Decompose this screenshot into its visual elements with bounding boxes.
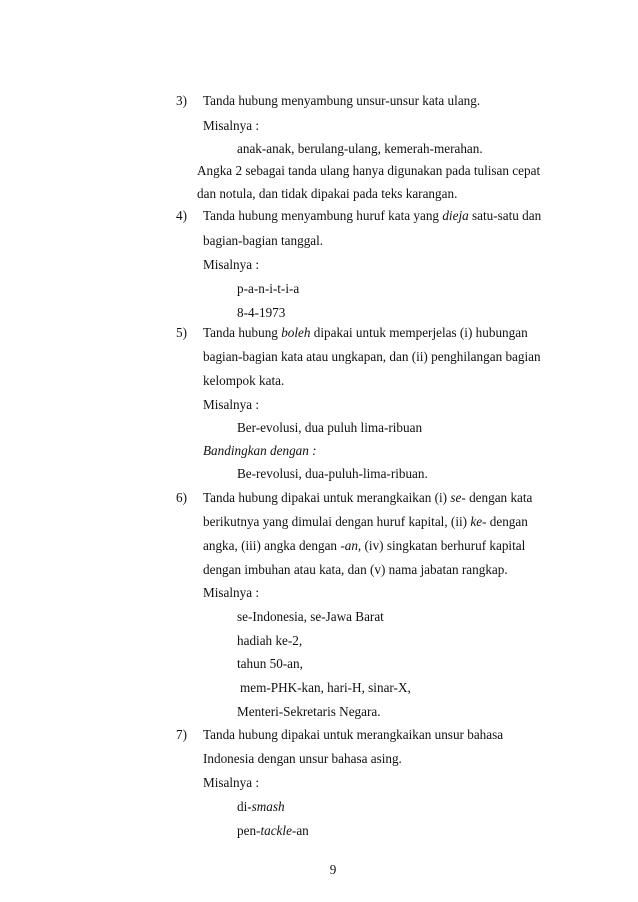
item-6-line-3: angka, (iii) angka dengan -an, (iv) singkatan berhuruf kapital: [203, 538, 526, 553]
item-7-example-2: pen-tackle-an: [237, 823, 309, 838]
item-4-number: 4): [176, 208, 187, 223]
item-6-line-1: Tanda hubung dipakai untuk merangkaikan (i) se- dengan kata: [203, 490, 533, 505]
item-6-example-1: se-Indonesia, se-Jawa Barat: [237, 609, 384, 624]
item-6-example-3: tahun 50-an,: [237, 656, 303, 671]
item-3-example-label: Misalnya :: [203, 118, 260, 133]
item-5-line-3: kelompok kata.: [203, 373, 285, 388]
item-5-example-1: Ber-evolusi, dua puluh lima-ribuan: [237, 420, 423, 435]
item-6-line-2: berikutnya yang dimulai dengan huruf kapital, (ii) ke- dengan: [203, 514, 528, 529]
item-4-line-2: bagian-bagian tanggal.: [203, 233, 324, 248]
item-5-example-label: Misalnya :: [203, 397, 260, 412]
item-3-number: 3): [176, 93, 187, 108]
item-3-example-1: anak-anak, berulang-ulang, kemerah-merahan.: [237, 141, 483, 156]
item-6-number: 6): [176, 490, 187, 505]
item-7-line-2: Indonesia dengan unsur bahasa asing.: [203, 751, 402, 766]
item-4-example-label: Misalnya :: [203, 257, 260, 272]
item-5-compare-label: Bandingkan dengan :: [203, 443, 317, 458]
item-7-example-label: Misalnya :: [203, 775, 260, 790]
item-6-line-4: dengan imbuhan atau kata, dan (v) nama jabatan rangkap.: [203, 562, 508, 577]
item-5-number: 5): [176, 325, 187, 340]
item-6-example-2: hadiah ke-2,: [237, 633, 303, 648]
item-5-example-2: Be-revolusi, dua-puluh-lima-ribuan.: [237, 466, 428, 481]
item-7-line-1: Tanda hubung dipakai untuk merangkaikan unsur bahasa: [203, 727, 504, 742]
page-number: 9: [329, 862, 337, 877]
item-4-example-2: 8-4-1973: [237, 305, 286, 320]
item-7-number: 7): [176, 727, 187, 742]
item-4-line-1: Tanda hubung menyambung huruf kata yang dieja satu-satu dan: [203, 208, 542, 223]
item-6-example-5: Menteri-Sekretaris Negara.: [237, 704, 381, 719]
item-4-example-1: p-a-n-i-t-i-a: [237, 281, 300, 296]
item-3-note-line-2: dan notula, dan tidak dipakai pada teks karangan.: [197, 186, 458, 201]
item-5-line-1: Tanda hubung boleh dipakai untuk memperjelas (i) hubungan: [203, 325, 528, 340]
item-7-example-1: di-smash: [237, 799, 285, 814]
item-3-text: Tanda hubung menyambung unsur-unsur kata ulang.: [203, 93, 481, 108]
item-6-example-label: Misalnya :: [203, 585, 260, 600]
item-3-note-line-1: Angka 2 sebagai tanda ulang hanya digunakan pada tulisan cepat: [197, 163, 541, 178]
item-5-line-2: bagian-bagian kata atau ungkapan, dan (ii) penghilangan bagian: [203, 349, 541, 364]
item-6-example-4: mem-PHK-kan, hari-H, sinar-X,: [240, 680, 411, 695]
